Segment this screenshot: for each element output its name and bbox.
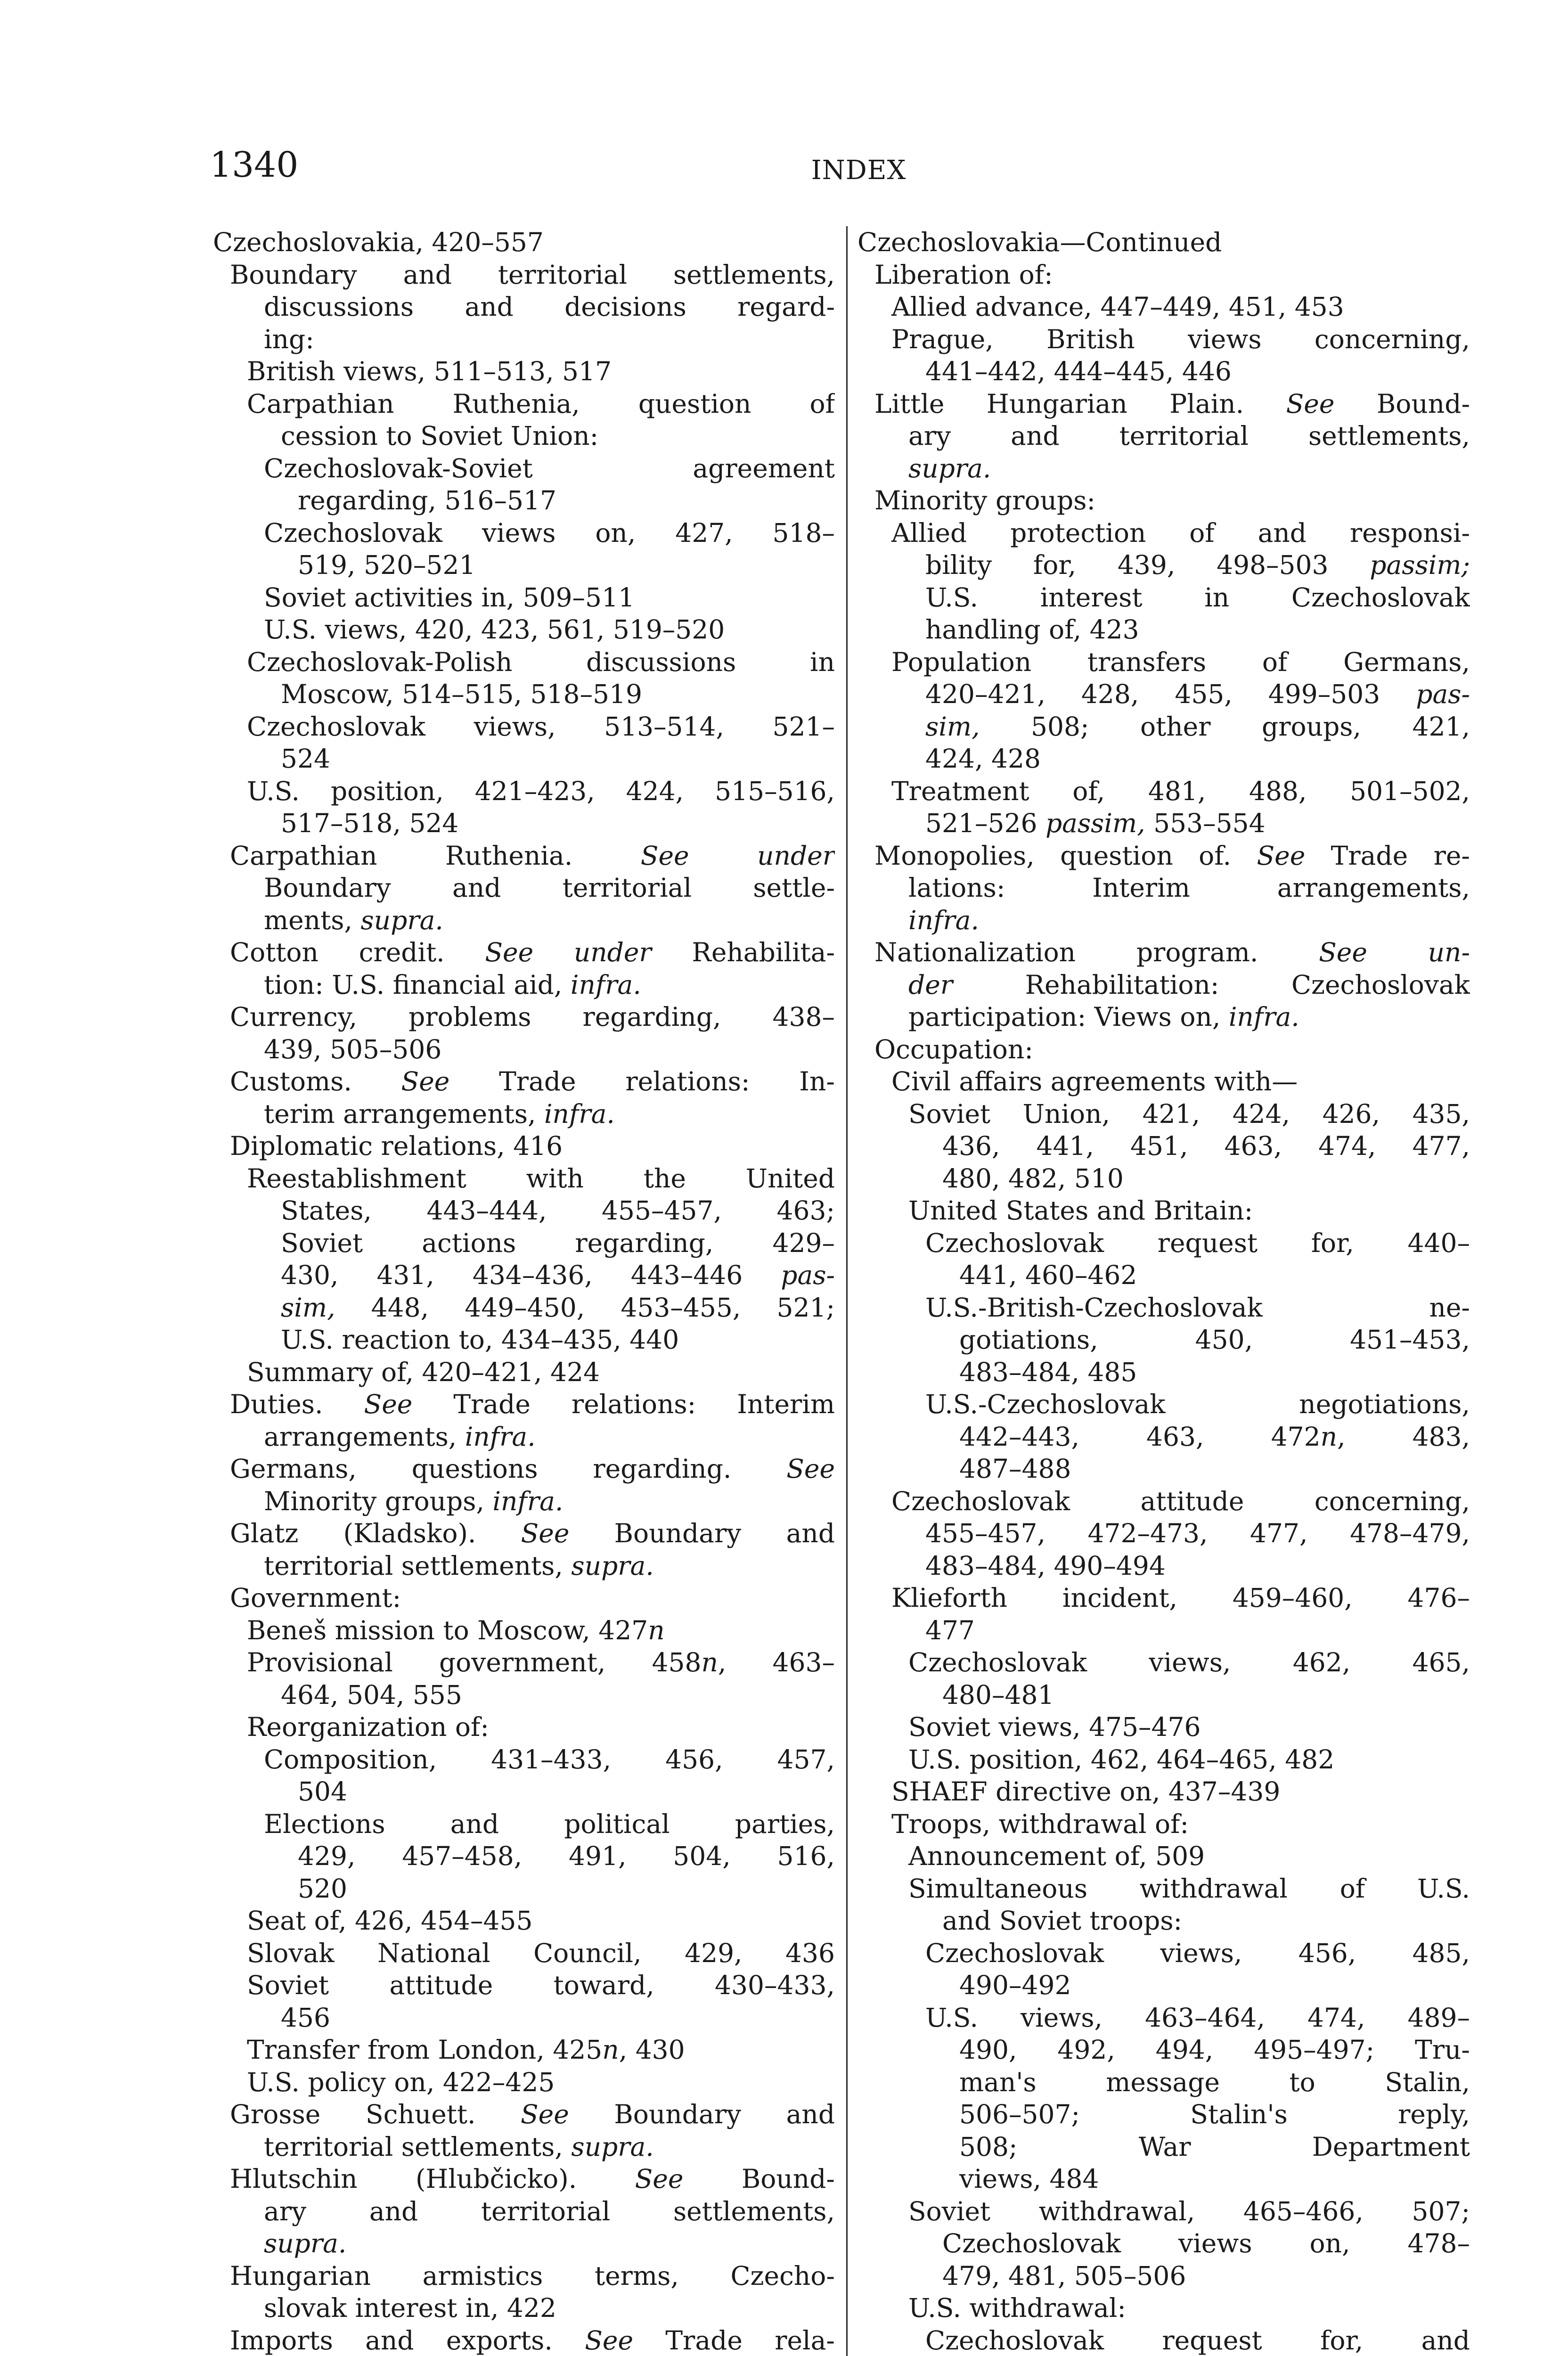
index-entry-line: Czechoslovak request for, and: [925, 2325, 1470, 2356]
index-entry-line: Hungarian armistics terms, Czecho-: [230, 2260, 835, 2291]
index-entry-line: 441–442, 444–445, 446: [925, 356, 1232, 386]
index-entry-line: Carpathian Ruthenia. See under: [230, 840, 835, 871]
index-entry-line: 480, 482, 510: [942, 1163, 1124, 1194]
page-number: 1340: [210, 145, 299, 185]
page-header: [210, 141, 1508, 198]
index-entry-line: Klieforth incident, 459–460, 476–: [891, 1583, 1470, 1613]
index-entry-line: 439, 505–506: [264, 1034, 442, 1064]
index-entry-line: U.S.-Czechoslovak negotiations,: [925, 1389, 1470, 1419]
index-entry-line: 436, 441, 451, 463, 474, 477,: [942, 1131, 1470, 1161]
index-entry-line: 517–518, 524: [281, 808, 459, 838]
index-entry-line: Czechoslovakia, 420–557: [213, 227, 544, 257]
index-entry-line: Beneš mission to Moscow, 427n: [247, 1615, 665, 1645]
index-entry-line: ary and territorial settlements,: [264, 2196, 835, 2226]
index-entry-line: Government:: [230, 1583, 401, 1613]
index-entry-line: supra.: [264, 2228, 347, 2258]
index-entry-line: Troops, withdrawal of:: [891, 1808, 1189, 1839]
index-entry-line: Announcement of, 509: [908, 1841, 1205, 1871]
index-entry-line: cession to Soviet Union:: [281, 421, 599, 451]
index-entry-line: Cotton credit. See under Rehabilita-: [230, 937, 835, 967]
index-entry-line: Elections and political parties,: [264, 1808, 835, 1839]
index-entry-line: regarding, 516–517: [298, 485, 556, 515]
index-entry-line: 477: [925, 1615, 975, 1645]
index-entry-line: 521–526 passim, 553–554: [925, 808, 1266, 838]
index-entry-line: lations: Interim arrangements,: [908, 873, 1470, 903]
index-entry-line: Czechoslovak views, 513–514, 521–: [247, 711, 835, 742]
index-entry-line: Reestablishment with the United: [247, 1163, 835, 1194]
index-entry-line: U.S.-British-Czechoslovak ne-: [925, 1292, 1470, 1323]
index-entry-line: 520: [298, 1873, 347, 1904]
index-entry-line: 429, 457–458, 491, 504, 516,: [298, 1841, 835, 1871]
index-entry-line: United States and Britain:: [908, 1195, 1253, 1226]
index-entry-line: 524: [281, 744, 330, 774]
index-entry-line: 430, 431, 434–436, 443–446 pas-: [281, 1260, 835, 1290]
index-entry-line: Treatment of, 481, 488, 501–502,: [891, 776, 1470, 806]
index-column-left: [213, 226, 835, 2356]
index-entry-line: SHAEF directive on, 437–439: [891, 1776, 1281, 1807]
index-entry-line: Boundary and territorial settle-: [264, 873, 835, 903]
index-entry-line: Liberation of:: [874, 259, 1053, 290]
index-entry-line: 442–443, 463, 472n, 483,: [959, 1421, 1470, 1452]
index-entry-line: participation: Views on, infra.: [908, 1002, 1299, 1032]
index-entry-line: 480–481: [942, 1679, 1054, 1710]
index-entry-line: territorial settlements, supra.: [264, 1550, 654, 1581]
index-entry-line: Grosse Schuett. See Boundary and: [230, 2099, 835, 2129]
index-entry-line: U.S. reaction to, 434–435, 440: [281, 1325, 679, 1355]
index-entry-line: 424, 428: [925, 744, 1041, 774]
index-entry-line: U.S. views, 463–464, 474, 489–: [925, 2002, 1470, 2033]
index-entry-line: U.S. withdrawal:: [908, 2293, 1126, 2323]
index-entry-line: U.S. position, 421–423, 424, 515–516,: [247, 776, 835, 806]
index-entry-line: handling of, 423: [925, 614, 1139, 645]
index-entry-line: Allied advance, 447–449, 451, 453: [891, 292, 1344, 322]
index-entry-line: infra.: [908, 905, 979, 935]
index-entry-line: 490–492: [959, 1970, 1071, 2000]
index-entry-line: Little Hungarian Plain. See Bound-: [874, 388, 1470, 419]
index-entry-line: views, 484: [959, 2164, 1099, 2194]
column-divider: [846, 226, 848, 2356]
index-entry-line: Czechoslovak request for, 440–: [925, 1227, 1470, 1258]
index-entry-line: 455–457, 472–473, 477, 478–479,: [925, 1518, 1470, 1548]
index-entry-line: 441, 460–462: [959, 1260, 1137, 1290]
index-entry-line: 490, 492, 494, 495–497; Tru-: [959, 2035, 1470, 2065]
index-entry-line: 519, 520–521: [298, 550, 476, 580]
index-entry-line: Czechoslovak views on, 478–: [942, 2228, 1470, 2258]
index-entry-line: Czechoslovak-Soviet agreement: [264, 453, 835, 483]
index-entry-line: Population transfers of Germans,: [891, 646, 1470, 677]
index-entry-line: territorial settlements, supra.: [264, 2131, 654, 2162]
index-entry-line: discussions and decisions regard-: [264, 292, 835, 322]
index-entry-line: and Soviet troops:: [942, 1906, 1183, 1936]
index-entry-line: Transfer from London, 425n, 430: [247, 2035, 685, 2065]
index-entry-line: Summary of, 420–421, 424: [247, 1357, 600, 1387]
index-entry-line: U.S. policy on, 422–425: [247, 2067, 555, 2097]
index-entry-line: Minority groups, infra.: [264, 1486, 564, 1516]
index-entry-line: U.S. interest in Czechoslovak: [925, 582, 1470, 613]
index-entry-line: Reorganization of:: [247, 1712, 489, 1742]
index-entry-line: supra.: [908, 453, 991, 483]
index-entry-line: Carpathian Ruthenia, question of: [247, 388, 835, 419]
index-entry-line: Czechoslovak-Polish discussions in: [247, 646, 835, 677]
index-entry-line: Czechoslovak views on, 427, 518–: [264, 517, 835, 548]
index-entry-line: ing:: [264, 324, 314, 354]
index-entry-line: Monopolies, question of. See Trade re-: [874, 840, 1470, 871]
running-head-title: INDEX: [811, 155, 906, 186]
index-entry-line: Imports and exports. See Trade rela-: [230, 2325, 835, 2356]
index-entry-line: Czechoslovak views, 462, 465,: [908, 1647, 1470, 1677]
index-entry-line: der Rehabilitation: Czechoslovak: [908, 969, 1470, 1000]
index-entry-line: Glatz (Kladsko). See Boundary and: [230, 1518, 835, 1548]
index-entry-line: Czechoslovak views, 456, 485,: [925, 1938, 1470, 1968]
index-entry-line: ments, supra.: [264, 905, 443, 935]
index-entry-line: 506–507; Stalin's reply,: [959, 2099, 1470, 2129]
index-entry-line: bility for, 439, 498–503 passim;: [925, 550, 1470, 580]
index-entry-line: Soviet withdrawal, 465–466, 507;: [908, 2196, 1470, 2226]
index-entry-line: Composition, 431–433, 456, 457,: [264, 1744, 835, 1775]
index-entry-line: Soviet activities in, 509–511: [264, 582, 635, 613]
index-entry-line: 504: [298, 1776, 347, 1807]
index-entry-line: Nationalization program. See un-: [874, 937, 1470, 967]
index-entry-line: 483–484, 490–494: [925, 1550, 1166, 1581]
index-entry-line: 483–484, 485: [959, 1357, 1137, 1387]
index-entry-line: Soviet actions regarding, 429–: [281, 1227, 835, 1258]
index-entry-line: U.S. views, 420, 423, 561, 519–520: [264, 614, 725, 645]
index-entry-line: sim, 508; other groups, 421,: [925, 711, 1470, 742]
index-entry-line: arrangements, infra.: [264, 1421, 536, 1452]
index-entry-line: ary and territorial settlements,: [908, 421, 1470, 451]
index-entry-line: Moscow, 514–515, 518–519: [281, 679, 642, 709]
index-entry-line: Boundary and territorial settlements,: [230, 259, 835, 290]
index-entry-line: tion: U.S. financial aid, infra.: [264, 969, 641, 1000]
index-entry-line: Diplomatic relations, 416: [230, 1131, 563, 1161]
index-entry-line: slovak interest in, 422: [264, 2293, 556, 2323]
index-entry-line: Allied protection of and responsi-: [891, 517, 1470, 548]
index-entry-line: Prague, British views concerning,: [891, 324, 1470, 354]
index-entry-line: Minority groups:: [874, 485, 1095, 515]
index-entry-line: States, 443–444, 455–457, 463;: [281, 1195, 835, 1226]
index-entry-line: sim, 448, 449–450, 453–455, 521;: [281, 1292, 835, 1323]
index-entry-line: Germans, questions regarding. See: [230, 1454, 835, 1484]
index-entry-line: 464, 504, 555: [281, 1679, 462, 1710]
index-entry-line: British views, 511–513, 517: [247, 356, 612, 386]
index-entry-line: terim arrangements, infra.: [264, 1098, 615, 1129]
index-entry-line: Currency, problems regarding, 438–: [230, 1002, 835, 1032]
index-entry-line: U.S. position, 462, 464–465, 482: [908, 1744, 1335, 1775]
index-entry-line: Hlutschin (Hlubčicko). See Bound-: [230, 2164, 835, 2194]
index-entry-line: Occupation:: [874, 1034, 1033, 1064]
index-entry-line: 456: [281, 2002, 330, 2033]
index-entry-line: Czechoslovak attitude concerning,: [891, 1486, 1470, 1516]
index-entry-line: Duties. See Trade relations: Interim: [230, 1389, 835, 1419]
index-entry-line: Customs. See Trade relations: In-: [230, 1066, 835, 1096]
index-entry-line: 508; War Department: [959, 2131, 1470, 2162]
index-entry-line: Slovak National Council, 429, 436: [247, 1938, 835, 1968]
index-entry-line: Seat of, 426, 454–455: [247, 1906, 533, 1936]
index-entry-line: Czechoslovakia—Continued: [858, 227, 1222, 257]
index-entry-line: Soviet Union, 421, 424, 426, 435,: [908, 1098, 1470, 1129]
index-entry-line: man's message to Stalin,: [959, 2067, 1470, 2097]
index-column-right: [858, 226, 1470, 2356]
index-entry-line: 479, 481, 505–506: [942, 2260, 1186, 2291]
index-entry-line: 420–421, 428, 455, 499–503 pas-: [925, 679, 1470, 709]
index-entry-line: Soviet attitude toward, 430–433,: [247, 1970, 835, 2000]
index-entry-line: Civil affairs agreements with—: [891, 1066, 1298, 1096]
index-entry-line: Simultaneous withdrawal of U.S.: [908, 1873, 1470, 1904]
index-entry-line: gotiations, 450, 451–453,: [959, 1325, 1470, 1355]
index-entry-line: Provisional government, 458n, 463–: [247, 1647, 835, 1677]
index-entry-line: 487–488: [959, 1454, 1071, 1484]
index-entry-line: Soviet views, 475–476: [908, 1712, 1201, 1742]
